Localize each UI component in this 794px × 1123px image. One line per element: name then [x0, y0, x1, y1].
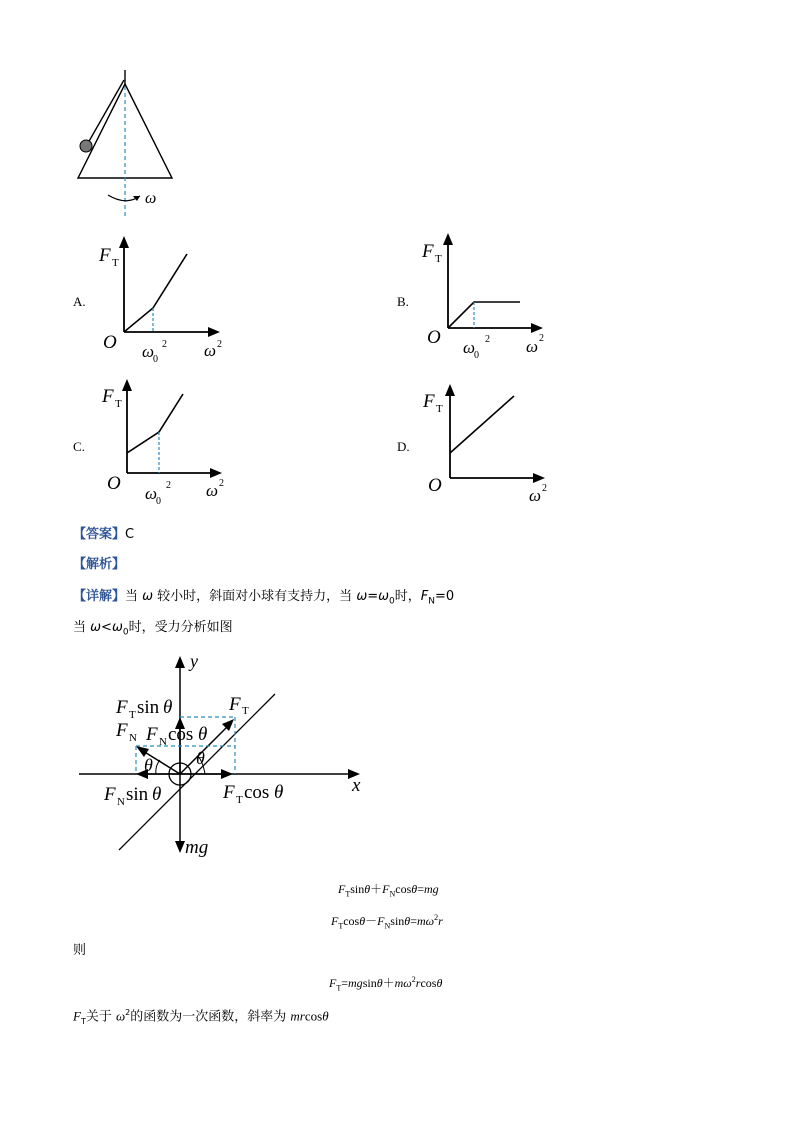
eq3-a-sub: T	[336, 983, 342, 993]
eq1-d: ＋	[370, 882, 383, 896]
fncos-fn: cos	[168, 724, 194, 745]
graph-c-xtick: ω	[145, 484, 158, 503]
concl-w-sup: 2	[125, 1008, 131, 1017]
eq3-h: r	[415, 976, 421, 990]
eq2-i: mω	[416, 914, 435, 928]
graph-b-xtick: ω	[463, 338, 476, 357]
omega-2: ω	[356, 589, 368, 604]
graph-b-xtick-sup: 2	[485, 334, 490, 345]
concl-f-sub: T	[80, 1016, 86, 1026]
omega-sub: 0	[389, 596, 395, 607]
option-c-label: C.	[73, 439, 85, 454]
eq3-a: F	[329, 976, 337, 990]
graph-a-xtick-sup: 2	[162, 339, 167, 350]
theta-left: θ	[144, 755, 153, 775]
graph-a-ylabel-sub: T	[112, 257, 119, 269]
force-axes	[79, 656, 360, 853]
eq2-e-sub: N	[384, 921, 391, 931]
graph-b-ylabel-sub: T	[435, 253, 442, 265]
fnsin-F: F	[104, 784, 116, 805]
graph-c-xlabel: ω	[206, 481, 219, 500]
fnsin-sub: N	[117, 796, 125, 808]
equation-2	[331, 912, 443, 930]
fncos-F: F	[146, 724, 158, 745]
answer-tag: 【答案】	[73, 527, 126, 542]
fncos-theta: θ	[198, 724, 208, 745]
graph-a-origin: O	[103, 332, 117, 353]
graph-c-xlabel-sup: 2	[219, 478, 224, 489]
eq2-a: F	[331, 914, 339, 928]
fncos-sub: N	[159, 736, 167, 748]
graph-b-ylabel: F	[422, 241, 434, 262]
graph-a-xtick-sub: 0	[153, 354, 158, 365]
ftcos-F: F	[223, 782, 235, 803]
detail-text-4: =0	[434, 589, 455, 604]
eq2-c: θ	[359, 914, 366, 928]
eq1-b: sin	[350, 882, 365, 896]
eq2-a-sub: T	[338, 921, 344, 931]
equation-3	[329, 974, 442, 992]
fnsin-theta: θ	[152, 784, 162, 805]
omega-sub-2: 0	[122, 627, 129, 638]
ftsin-theta: θ	[163, 697, 173, 718]
graph-a-ylabel: F	[99, 245, 111, 266]
ftcos-theta: θ	[274, 782, 284, 803]
eq1-c: θ	[364, 882, 371, 896]
eq1-a-sub: T	[345, 889, 351, 899]
eq3-g-sup: 2	[411, 975, 416, 984]
analysis-tag: 【解析】	[73, 557, 126, 572]
graph-c-ylabel-sub: T	[115, 398, 122, 410]
concl-f: F	[73, 1008, 81, 1024]
graph-c-xtick-sup: 2	[166, 480, 171, 491]
fn-symbol: F	[420, 589, 429, 604]
eq2-b: cos	[343, 914, 360, 928]
eq3-i: cos	[420, 976, 437, 990]
fn-label-sub: N	[129, 732, 137, 744]
eq3-j: θ	[436, 976, 443, 990]
detail-text-2: 较小时，斜面对小球有支持力，当	[153, 589, 357, 604]
theta-right: θ	[196, 748, 205, 768]
eq2-i-sup: 2	[434, 913, 439, 922]
omega-3: ω	[378, 589, 389, 604]
graph-a-xlabel-sup: 2	[217, 339, 222, 350]
lt-sign: <	[101, 620, 112, 635]
graph-c-xtick-sub: 0	[156, 496, 161, 507]
graph-c-ylabel: F	[102, 386, 114, 407]
graph-b-xtick-sub: 0	[474, 350, 479, 361]
ftcos-fn: cos	[244, 782, 270, 803]
concl-w: ω	[115, 1008, 126, 1024]
answer-value: C	[125, 527, 135, 542]
omega-4: ω	[90, 620, 102, 635]
concl-t2: 的函数为一次函数，斜率为	[130, 1009, 291, 1025]
eq1-e-sub: N	[389, 889, 396, 899]
option-d-label: D.	[397, 439, 410, 454]
detail-text-1: 当	[125, 589, 143, 604]
eq2-h: =	[410, 914, 417, 928]
fn-label: F	[116, 720, 128, 741]
eq2-f: sin	[390, 914, 405, 928]
eq1-f: cos	[395, 882, 412, 896]
graph-d-origin: O	[428, 475, 442, 496]
conclusion-line	[73, 1005, 329, 1030]
eq3-b: =	[341, 976, 349, 990]
fnsin-fn: sin	[126, 784, 149, 805]
eq1-e: F	[382, 882, 390, 896]
concl-cos: cos	[304, 1008, 323, 1024]
graph-b-xlabel: ω	[526, 337, 539, 356]
eq1-a: F	[338, 882, 346, 896]
eq3-g: mω	[394, 976, 412, 990]
graph-c-origin: O	[107, 473, 121, 494]
detail-text-3: 时，	[394, 589, 421, 604]
omega-label: ω	[145, 190, 157, 207]
ftcos-sub: T	[236, 794, 243, 806]
omega-5: ω	[111, 620, 123, 635]
mg-label: mg	[185, 837, 209, 858]
then-word: 则	[73, 943, 87, 958]
ftsin-F: F	[116, 697, 128, 718]
eq1-i: mg	[423, 882, 439, 896]
omega-1: ω	[142, 589, 154, 604]
eq3-c: mg	[348, 976, 363, 990]
eq1-g: θ	[411, 882, 418, 896]
graph-d-ylabel: F	[423, 391, 435, 412]
option-b-label: B.	[397, 294, 409, 309]
concl-theta: θ	[322, 1008, 329, 1024]
eq3-f: ＋	[382, 976, 395, 990]
graph-a-xlabel: ω	[204, 341, 217, 360]
y-axis-label: y	[190, 651, 198, 671]
eq2-d: －	[365, 914, 378, 928]
detail2-text-2: 时，受力分析如图	[128, 620, 233, 635]
option-a-label: A.	[73, 294, 86, 309]
eq-sign: =	[367, 589, 379, 604]
detail-tag: 【详解】	[73, 589, 126, 604]
graph-b-origin: O	[427, 327, 441, 348]
graph-d-ylabel-sub: T	[436, 403, 443, 415]
graph-b-xlabel-sup: 2	[539, 333, 544, 344]
x-axis-label: x	[352, 775, 361, 796]
ftsin-sub: T	[129, 709, 136, 721]
eq2-e: F	[377, 914, 385, 928]
concl-t1: 关于	[85, 1009, 116, 1025]
graph-a-xtick: ω	[142, 342, 155, 361]
fn-sub: N	[428, 596, 435, 607]
eq2-g: θ	[404, 914, 411, 928]
ftsin-fn: sin	[137, 697, 160, 718]
equation-1	[338, 880, 439, 898]
concl-slope: mr	[290, 1008, 305, 1024]
graph-d-xlabel-sup: 2	[542, 483, 547, 494]
ft-label-sub: T	[242, 705, 249, 717]
eq3-e: θ	[376, 976, 383, 990]
graph-d-xlabel: ω	[529, 486, 542, 505]
eq3-d: sin	[362, 976, 377, 990]
eq2-j: r	[438, 914, 443, 928]
ft-label: F	[229, 694, 241, 715]
detail2-text-1: 当	[73, 620, 91, 635]
eq1-h: =	[417, 882, 424, 896]
